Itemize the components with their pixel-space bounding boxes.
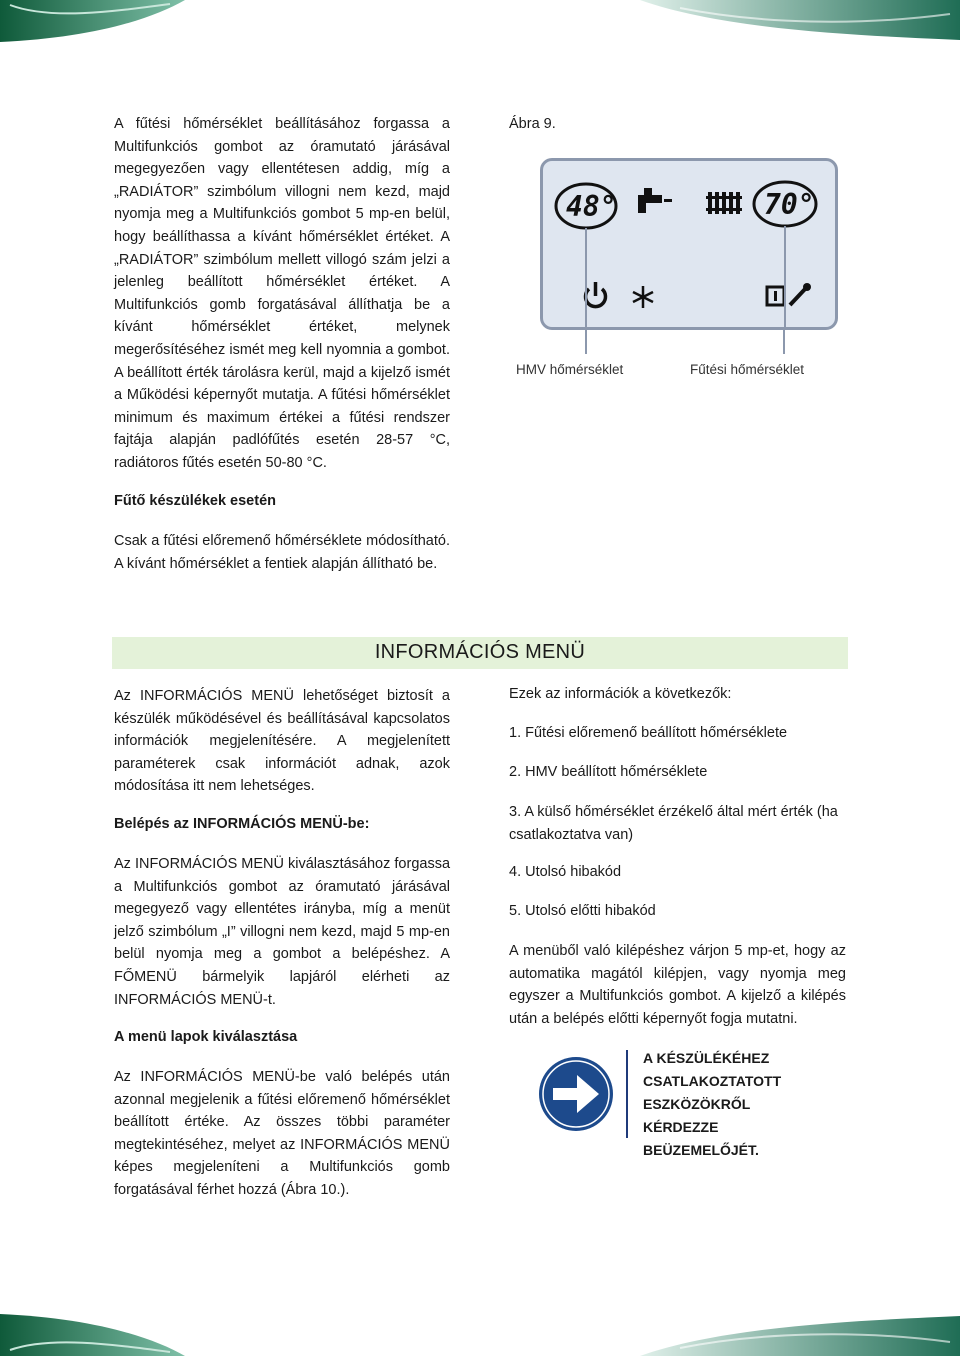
futo-paragraph: Csak a fűtési előremenő hőmérséklete módosítható. A kívánt hőmérséklet a fentiek alapján állítható be. [114,533,450,572]
section-title: INFORMÁCIÓS MENÜ [374,641,586,663]
notice-text [643,1047,823,1162]
notice-content: A KÉSZÜLÉKÉHEZ CSATLAKOZTATOTT ESZKÖZÖKRŐL KÉRDEZZE BEÜZEMELŐJÉT. [643,1050,782,1158]
exit-paragraph: A menüből való kilépéshez várjon 5 mp-et, hogy az automatika magától kilépjen, vagy nyomja meg egyszer a Multifunkciós gombot. A kijelző a kilépés után a belépés előtti képernyőt fogja mutatni. [509,943,846,1027]
entering-paragraph: Az INFORMÁCIÓS MENÜ kiválasztásához forgassa a Multifunkciós gombot az óramutató járásával megegyező vagy ellentétes irányba, míg a menüt jelző szimbólum „I” villogni nem kezd, majd 5 mp-en belül nyomja meg a gombot a belépéshez. A FŐMENÜ bármelyik lapjáról elérheti az INFORMÁCIÓS MENÜ-t. [114,856,451,1008]
heating-display-value: 70° [764,188,815,221]
info-list-item: 2. HMV beállított hőmérséklete [509,764,708,780]
entering-heading: Belépés az INFORMÁCIÓS MENÜ-be: [114,816,370,832]
snowflake-icon [633,286,653,308]
info-list-intro: Ezek az információk a következők: [509,686,732,702]
notice-divider [626,1050,628,1138]
tap-icon [638,188,672,213]
info-list-item: 3. A külső hőmérséklet érzékelő által mért érték (ha csatlakoztatva van) [509,804,838,843]
info-list-item: 4. Utolsó hibakód [509,864,622,880]
hmv-temperature-label: HMV hőmérséklet [516,362,624,377]
top-left-decoration [0,0,185,42]
bottom-left-decoration [0,1314,185,1356]
heating-temperature-label: Fűtési hőmérséklet [690,362,805,377]
power-icon [586,282,606,307]
pointer-lines-lower [585,328,785,354]
info-menu-intro: Az INFORMÁCIÓS MENÜ lehetőséget biztosít a készülék működésével és beállításával kapcsolatos információk megjelenítésére. A megjelenített paraméterek csak információt adnak, azok módosítása itt nem lehetséges. [114,688,450,795]
info-list-item: 5. Utolsó előtti hibakód [509,903,656,919]
figure-caption: Ábra 9. [509,116,556,132]
bottom-right-decoration [640,1316,960,1356]
info-wrench-icon [767,283,811,305]
radiator-icon [706,192,742,214]
arrow-right-icon [537,1055,615,1133]
top-right-decoration [640,0,960,40]
hmv-display-value: 48° [566,190,617,223]
display-icons [540,158,838,330]
radiator-temperature-paragraph: A fűtési hőmérséklet beállításához forgassa a Multifunkciós gombot az óramutató járásával megegyezően vagy ellentétesen addig, míg a „RADIÁTOR” szimbólum villogni nem kezd, majd nyomja meg a Multifunkciós gombot 5 mp-en belül, hogy beállíthassa a kívánt hőmérséklet értéket. A „RADIÁTOR” szimbólum mellett villogó szám jelzi a jelenleg beállított hőmérséklet értéket. A Multifunkciós gomb forgatásával állíthatja be a kívánt hőmérséklet értéket, melynek megerősítéséhez ismét meg kell nyomnia a gombot. A beállított érték tárolásra kerül, majd a kijelző ismét a Működési képernyőt mutatja. A fűtési hőmérséklet minimum és maximum értékei a fűtési rendszer fajtája alapján padlófűtés esetén 28-57 °C, radiátoros fűtés esetén 50-80 °C. [114,116,450,471]
info-list-item: 1. Fűtési előremenő beállított hőmérséklete [509,725,788,741]
page-selection-paragraph: Az INFORMÁCIÓS MENÜ-be való belépés után azonnal megjelenik a fűtési előremenő hőmérséklet beállított értéke. Az összes többi paraméter megtekintéséhez, melyet az INFORMÁCIÓS MENÜ képes megjeleníteni a Multifunkciós gomb forgatásával férhet hozzá (Ábra 10.). [114,1069,450,1198]
page-selection-heading: A menü lapok kiválasztása [114,1029,298,1045]
futo-heading: Fűtő készülékek esetén [114,493,276,509]
